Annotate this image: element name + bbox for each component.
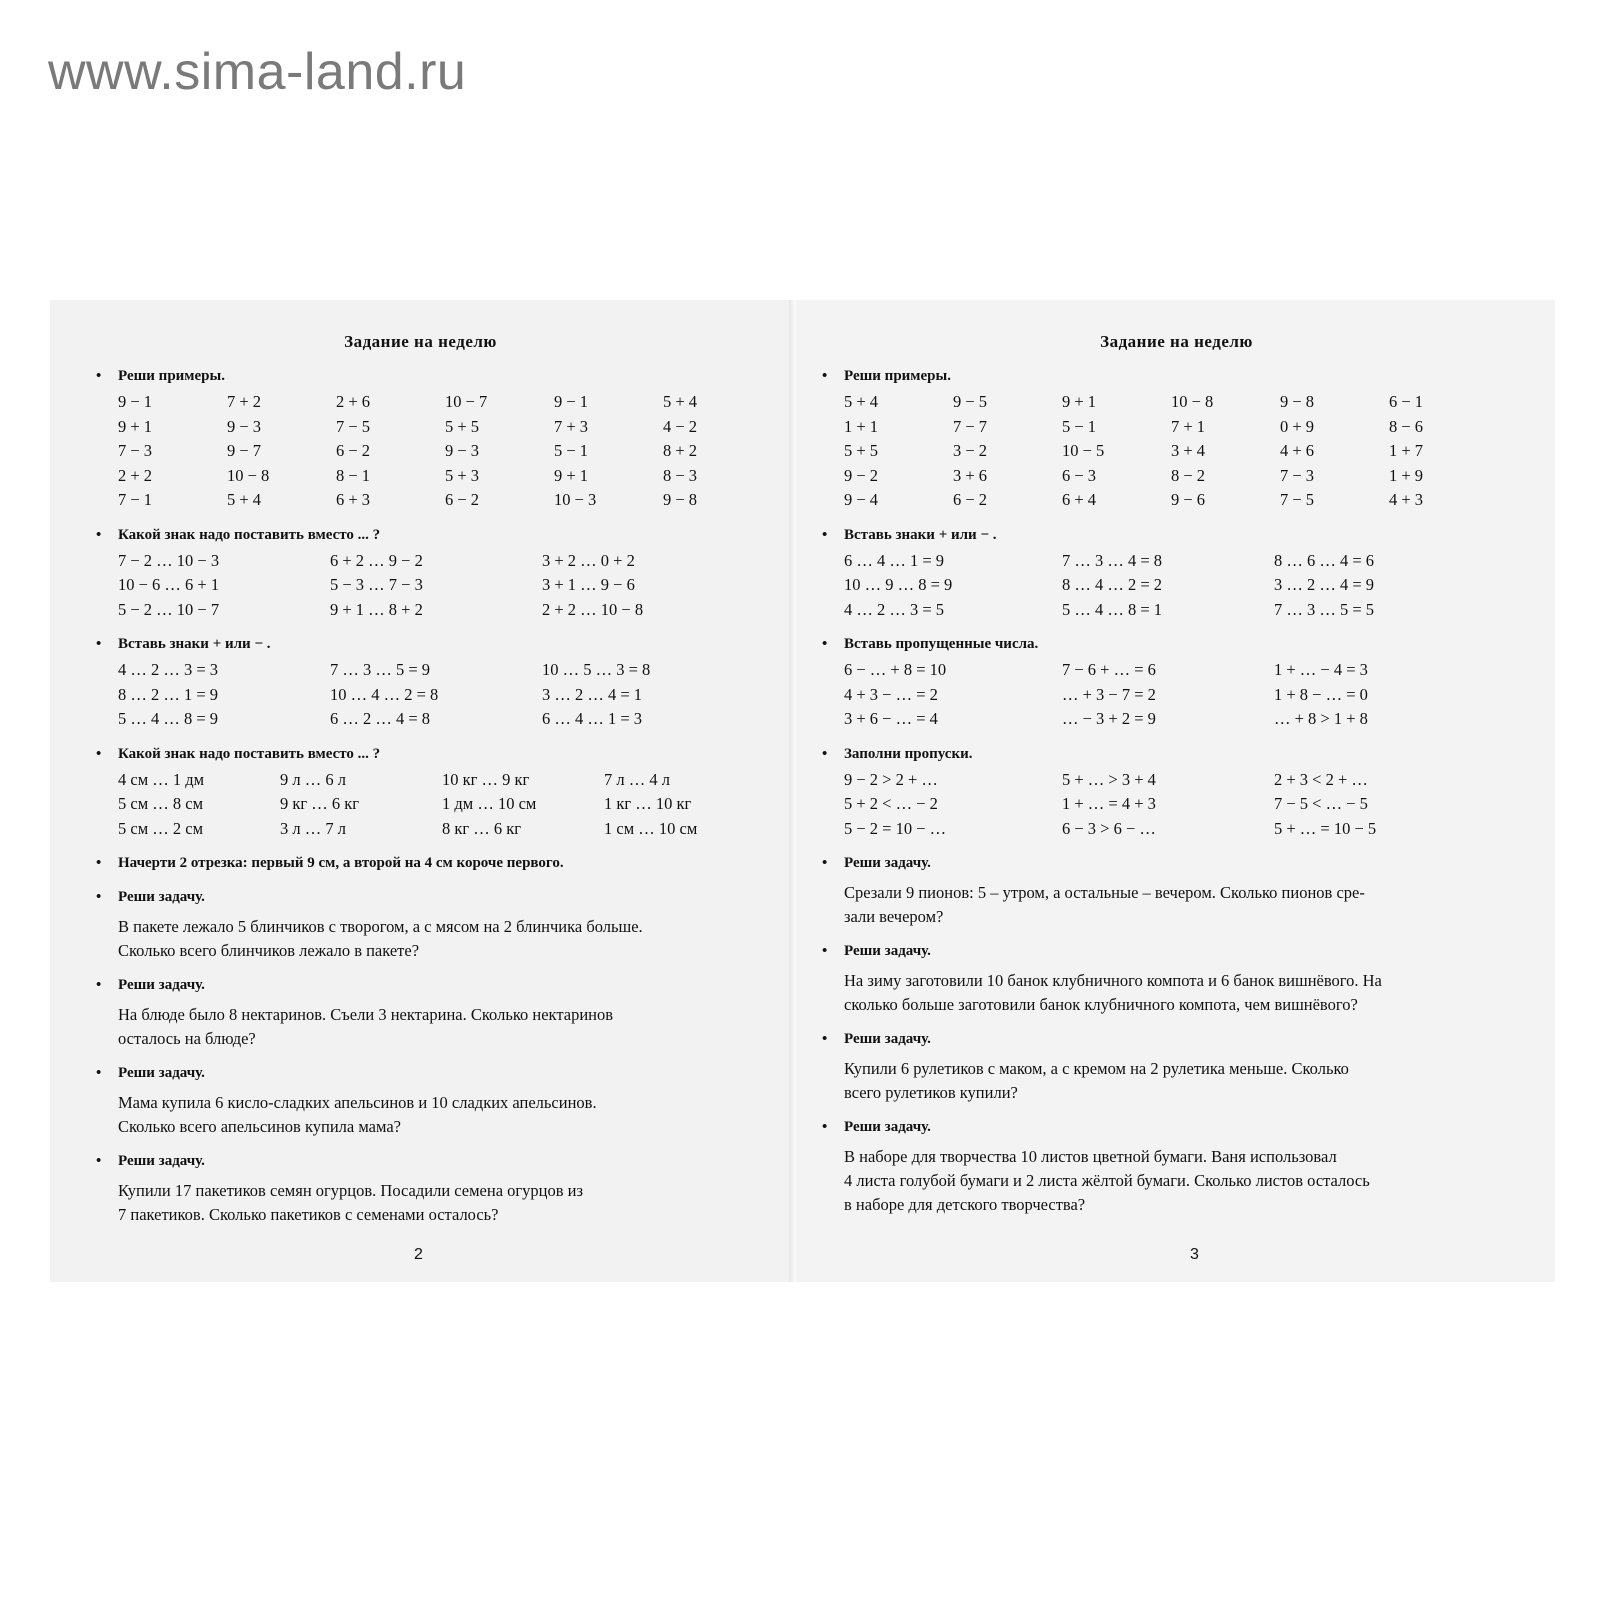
problem-line: 7 пакетиков. Сколько пакетиков с семенами осталось? <box>118 1205 499 1224</box>
task-problem <box>822 1027 1522 1105</box>
task-problem <box>96 1061 756 1139</box>
expression-cell: 4 … 2 … 3 = 5 <box>844 599 945 619</box>
problem-line: Мама купила 6 кисло-сладких апельсинов и 10 сладких апельсинов. <box>118 1093 597 1112</box>
expression-cell: 6 − 1 <box>1389 392 1424 411</box>
task-heading: • Вставь знаки + или − . <box>822 523 1522 547</box>
expression-cell: 8 − 2 <box>1171 465 1206 485</box>
task-insert-signs <box>822 523 1522 623</box>
expression-cell: 7 − 5 <box>1280 490 1315 509</box>
expression-cell: 7 + 3 <box>554 416 589 436</box>
expression-cell: 3 + 1 … 9 − 6 <box>542 575 635 594</box>
expression-cell: 4 + 6 <box>1280 441 1315 460</box>
expression-cell: 9 + 1 <box>554 465 589 485</box>
expression-cell: 6 − 3 <box>1062 465 1097 485</box>
expression-cell: 7 − 5 <box>336 416 371 436</box>
expression-cell: 6 … 4 … 1 = 9 <box>844 550 945 570</box>
expression-cell: 4 см … 1 дм <box>118 769 205 789</box>
expression-cell: 9 + 1 <box>118 416 153 436</box>
expression-cell: 5 + 4 <box>663 392 698 411</box>
expression-cell: 3 … 2 … 4 = 9 <box>1274 575 1375 594</box>
expression-cell: 8 … 4 … 2 = 2 <box>1062 575 1163 594</box>
problem-line: На блюде было 8 нектаринов. Съели 3 нектарина. Сколько нектаринов <box>118 1005 614 1024</box>
expression-cell: 7 … 3 … 5 = 5 <box>1274 599 1375 619</box>
expression-cell: 3 л … 7 л <box>280 818 346 838</box>
expression-cell: 10 кг … 9 кг <box>442 769 530 789</box>
expression-cell: 1 дм … 10 см <box>442 794 537 813</box>
expression-cell: 0 + 9 <box>1280 416 1315 436</box>
task-heading: • Реши задачу. <box>96 1061 756 1085</box>
expression-cell: 3 + 6 <box>953 465 988 485</box>
expression-cell: 2 + 6 <box>336 392 371 411</box>
expression-cell: 6 + 4 <box>1062 490 1097 509</box>
expression-cell: 5 + 3 <box>445 465 480 485</box>
expression-cell: 2 + 2 … 10 − 8 <box>542 599 644 619</box>
expression-cell: 8 − 1 <box>336 465 371 485</box>
expression-cell: 1 + 9 <box>1389 465 1424 485</box>
task-problem <box>96 973 756 1051</box>
task-solve-examples <box>96 364 756 513</box>
expression-cell: 6 − … + 8 = 10 <box>844 660 947 679</box>
expression-cell: 7 − 7 <box>953 416 988 436</box>
expression-cell: 7 − 5 < … − 5 <box>1274 794 1368 813</box>
expression-cell: 7 − 6 + … = 6 <box>1062 660 1156 679</box>
right-page <box>798 300 1555 1282</box>
expression-cell: 1 + … = 4 + 3 <box>1062 794 1156 813</box>
expression-cell: 4 … 2 … 3 = 3 <box>118 660 219 679</box>
task-compare-sign <box>96 523 756 623</box>
task-problem <box>96 1149 756 1227</box>
expression-cell: 7 + 2 <box>227 392 262 411</box>
expression-cell: … − 3 + 2 = 9 <box>1062 709 1156 728</box>
problem-line: в наборе для детского творчества? <box>844 1195 1086 1214</box>
problem-line: сколько больше заготовили банок клубничного компота, чем вишнёвого? <box>844 995 1358 1014</box>
expression-cell: 2 + 2 <box>118 465 153 485</box>
task-heading: • Реши задачу. <box>96 1149 756 1173</box>
expression-cell: 4 + 3 <box>1389 490 1424 509</box>
expression-cell: 9 − 2 <box>844 465 879 485</box>
expression-cell: 1 + 8 − … = 0 <box>1274 684 1368 704</box>
expression-cell: 9 − 7 <box>227 441 262 460</box>
problem-line: 4 листа голубой бумаги и 2 листа жёлтой бумаги. Сколько листов осталось <box>844 1171 1370 1190</box>
expression-cell: 5 + 5 <box>445 416 480 436</box>
expression-cell: 7 − 3 <box>118 441 153 460</box>
expression-cell: 9 − 3 <box>445 441 480 460</box>
signs-grid <box>96 658 756 732</box>
expression-cell: 5 − 1 <box>1062 416 1097 436</box>
expression-cell: 6 − 2 <box>336 441 371 460</box>
left-page <box>50 300 791 1282</box>
problem-text <box>96 1003 756 1051</box>
problem-text <box>96 1179 756 1227</box>
task-heading: • Вставь знаки + или − . <box>96 632 756 656</box>
expression-cell: 6 … 4 … 1 = 3 <box>542 709 643 728</box>
expression-cell: 5 см … 2 см <box>118 818 204 838</box>
expression-cell: 3 … 2 … 4 = 1 <box>542 684 643 704</box>
expression-cell: 6 − 2 <box>445 490 480 509</box>
expression-cell: 5 − 2 … 10 − 7 <box>118 599 220 619</box>
problem-line: В наборе для творчества 10 листов цветной бумаги. Ваня использовал <box>844 1147 1337 1166</box>
expression-cell: 4 + 3 − … = 2 <box>844 684 938 704</box>
expression-cell: 7 − 3 <box>1280 465 1315 485</box>
task-heading: • Реши задачу. <box>822 851 1522 875</box>
problem-line: Купили 17 пакетиков семян огурцов. Посадили семена огурцов из <box>118 1181 584 1200</box>
examples-grid <box>96 390 756 513</box>
task-heading: • Какой знак надо поставить вместо ... ? <box>96 742 756 766</box>
problem-line: осталось на блюде? <box>118 1029 256 1048</box>
task-heading: • Реши задачу. <box>822 1115 1522 1139</box>
expression-cell: 3 + 2 … 0 + 2 <box>542 550 635 570</box>
task-problem <box>96 885 756 963</box>
expression-cell: 10 − 7 <box>445 392 488 411</box>
expression-cell: 9 − 4 <box>844 490 879 509</box>
expression-cell: 10 … 9 … 8 = 9 <box>844 575 953 594</box>
expression-cell: … + 3 − 7 = 2 <box>1062 684 1156 704</box>
expression-cell: 5 + 2 < … − 2 <box>844 794 938 813</box>
expression-cell: 10 − 3 <box>554 490 597 509</box>
problem-text <box>96 915 756 963</box>
expression-cell: 1 + 1 <box>844 416 879 436</box>
expression-cell: 10 − 5 <box>1062 441 1105 460</box>
expression-cell: 5 + … > 3 + 4 <box>1062 769 1156 789</box>
expression-cell: 5 см … 8 см <box>118 794 204 813</box>
expression-cell: … + 8 > 1 + 8 <box>1274 709 1368 728</box>
expression-cell: 9 − 3 <box>227 416 262 436</box>
problem-line: На зиму заготовили 10 банок клубничного компота и 6 банок вишнёвого. На <box>844 971 1382 990</box>
expression-cell: 8 − 6 <box>1389 416 1424 436</box>
expression-cell: 7 … 3 … 5 = 9 <box>330 660 431 679</box>
expression-cell: 10 … 4 … 2 = 8 <box>330 684 439 704</box>
expression-cell: 6 − 2 <box>953 490 988 509</box>
problem-text <box>822 881 1522 929</box>
expression-cell: 9 + 1 <box>1062 392 1097 411</box>
task-heading: • Реши примеры. <box>96 364 756 388</box>
expression-cell: 10 − 8 <box>227 465 270 485</box>
expression-cell: 5 + 5 <box>844 441 879 460</box>
expression-cell: 8 кг … 6 кг <box>442 818 522 838</box>
expression-cell: 5 − 3 … 7 − 3 <box>330 575 423 594</box>
task-problem <box>822 1115 1522 1217</box>
expression-cell: 7 … 3 … 4 = 8 <box>1062 550 1163 570</box>
task-problem <box>822 851 1522 929</box>
task-draw-segments <box>96 851 756 875</box>
expression-cell: 10 − 8 <box>1171 392 1214 411</box>
page-number: 2 <box>414 1246 423 1263</box>
task-heading: • Какой знак надо поставить вместо ... ? <box>96 523 756 547</box>
task-heading: • Вставь пропущенные числа. <box>822 632 1522 656</box>
expression-cell: 5 + 4 <box>844 392 879 411</box>
task-compare-units <box>96 742 756 842</box>
workbook-spread <box>50 300 1555 1282</box>
expression-cell: 5 − 2 = 10 − … <box>844 818 947 838</box>
expression-cell: 9 кг … 6 кг <box>280 794 360 813</box>
expression-cell: 5 … 4 … 8 = 1 <box>1062 599 1163 619</box>
task-heading: • Заполни пропуски. <box>822 742 1522 766</box>
compare-grid <box>96 549 756 623</box>
expression-cell: 5 + … = 10 − 5 <box>1274 818 1377 838</box>
expression-cell: 3 − 2 <box>953 441 988 460</box>
task-heading: • Реши задачу. <box>822 939 1522 963</box>
task-heading: • Реши примеры. <box>822 364 1522 388</box>
expression-cell: 9 − 8 <box>1280 392 1315 411</box>
task-missing-numbers <box>822 632 1522 732</box>
page-number: 3 <box>1190 1246 1199 1263</box>
expression-cell: 7 л … 4 л <box>604 769 670 789</box>
expression-cell: 1 см … 10 см <box>604 818 698 838</box>
left-content <box>96 358 756 1227</box>
expression-cell: 7 − 1 <box>118 490 153 509</box>
problem-line: Сколько всего блинчиков лежало в пакете? <box>118 941 420 960</box>
expression-cell: 6 − 3 > 6 − … <box>1062 818 1156 838</box>
blanks-grid <box>822 768 1522 842</box>
watermark-url: www.sima-land.ru <box>48 43 467 101</box>
signs-grid <box>822 549 1522 623</box>
expression-cell: 7 + 1 <box>1171 416 1206 436</box>
expression-cell: 9 − 6 <box>1171 490 1206 509</box>
problem-line: зали вечером? <box>844 907 944 926</box>
expression-cell: 4 − 2 <box>663 416 698 436</box>
page-title: Задание на неделю <box>1100 332 1253 351</box>
expression-cell: 5 − 1 <box>554 441 589 460</box>
expression-cell: 9 + 1 … 8 + 2 <box>330 599 423 619</box>
expression-cell: 9 − 2 > 2 + … <box>844 769 938 789</box>
expression-cell: 8 … 2 … 1 = 9 <box>118 684 219 704</box>
expression-cell: 1 кг … 10 кг <box>604 794 692 813</box>
task-heading: • Реши задачу. <box>822 1027 1522 1051</box>
task-heading: • Реши задачу. <box>96 973 756 997</box>
page-title: Задание на неделю <box>344 332 497 351</box>
expression-cell: 3 + 4 <box>1171 441 1206 460</box>
expression-cell: 5 … 4 … 8 = 9 <box>118 709 219 728</box>
missing-grid <box>822 658 1522 732</box>
problem-text <box>96 1091 756 1139</box>
expression-cell: 9 − 1 <box>554 392 589 411</box>
problem-text <box>822 1145 1522 1217</box>
expression-cell: 7 − 2 … 10 − 3 <box>118 550 220 570</box>
expression-cell: 10 − 6 … 6 + 1 <box>118 575 220 594</box>
examples-grid <box>822 390 1522 513</box>
problem-line: всего рулетиков купили? <box>844 1083 1018 1102</box>
expression-cell: 5 + 4 <box>227 490 262 509</box>
expression-cell: 6 … 2 … 4 = 8 <box>330 709 431 728</box>
expression-cell: 8 + 2 <box>663 441 698 460</box>
right-content <box>822 358 1522 1217</box>
task-problem <box>822 939 1522 1017</box>
expression-cell: 10 … 5 … 3 = 8 <box>542 660 651 679</box>
task-fill-blanks <box>822 742 1522 842</box>
task-heading: • Начерти 2 отрезка: первый 9 см, а второй на 4 см короче первого. <box>96 851 756 875</box>
expression-cell: 2 + 3 < 2 + … <box>1274 769 1368 789</box>
expression-cell: 6 + 2 … 9 − 2 <box>330 550 423 570</box>
expression-cell: 9 − 5 <box>953 392 988 411</box>
task-insert-signs <box>96 632 756 732</box>
expression-cell: 3 + 6 − … = 4 <box>844 709 938 728</box>
units-grid <box>96 768 756 842</box>
expression-cell: 1 + 7 <box>1389 441 1424 460</box>
problem-text <box>822 969 1522 1017</box>
task-solve-examples <box>822 364 1522 513</box>
expression-cell: 9 − 1 <box>118 392 153 411</box>
problem-text <box>822 1057 1522 1105</box>
problem-line: Сколько всего апельсинов купила мама? <box>118 1117 401 1136</box>
expression-cell: 8 − 3 <box>663 465 698 485</box>
problem-line: Срезали 9 пионов: 5 – утром, а остальные – вечером. Сколько пионов сре- <box>844 883 1365 902</box>
problem-line: В пакете лежало 5 блинчиков с творогом, а с мясом на 2 блинчика больше. <box>118 917 643 936</box>
expression-cell: 9 − 8 <box>663 490 698 509</box>
expression-cell: 8 … 6 … 4 = 6 <box>1274 550 1375 570</box>
expression-cell: 6 + 3 <box>336 490 371 509</box>
task-heading: • Реши задачу. <box>96 885 756 909</box>
problem-line: Купили 6 рулетиков с маком, а с кремом на 2 рулетика меньше. Сколько <box>844 1059 1349 1078</box>
expression-cell: 9 л … 6 л <box>280 769 346 789</box>
expression-cell: 1 + … − 4 = 3 <box>1274 660 1368 679</box>
